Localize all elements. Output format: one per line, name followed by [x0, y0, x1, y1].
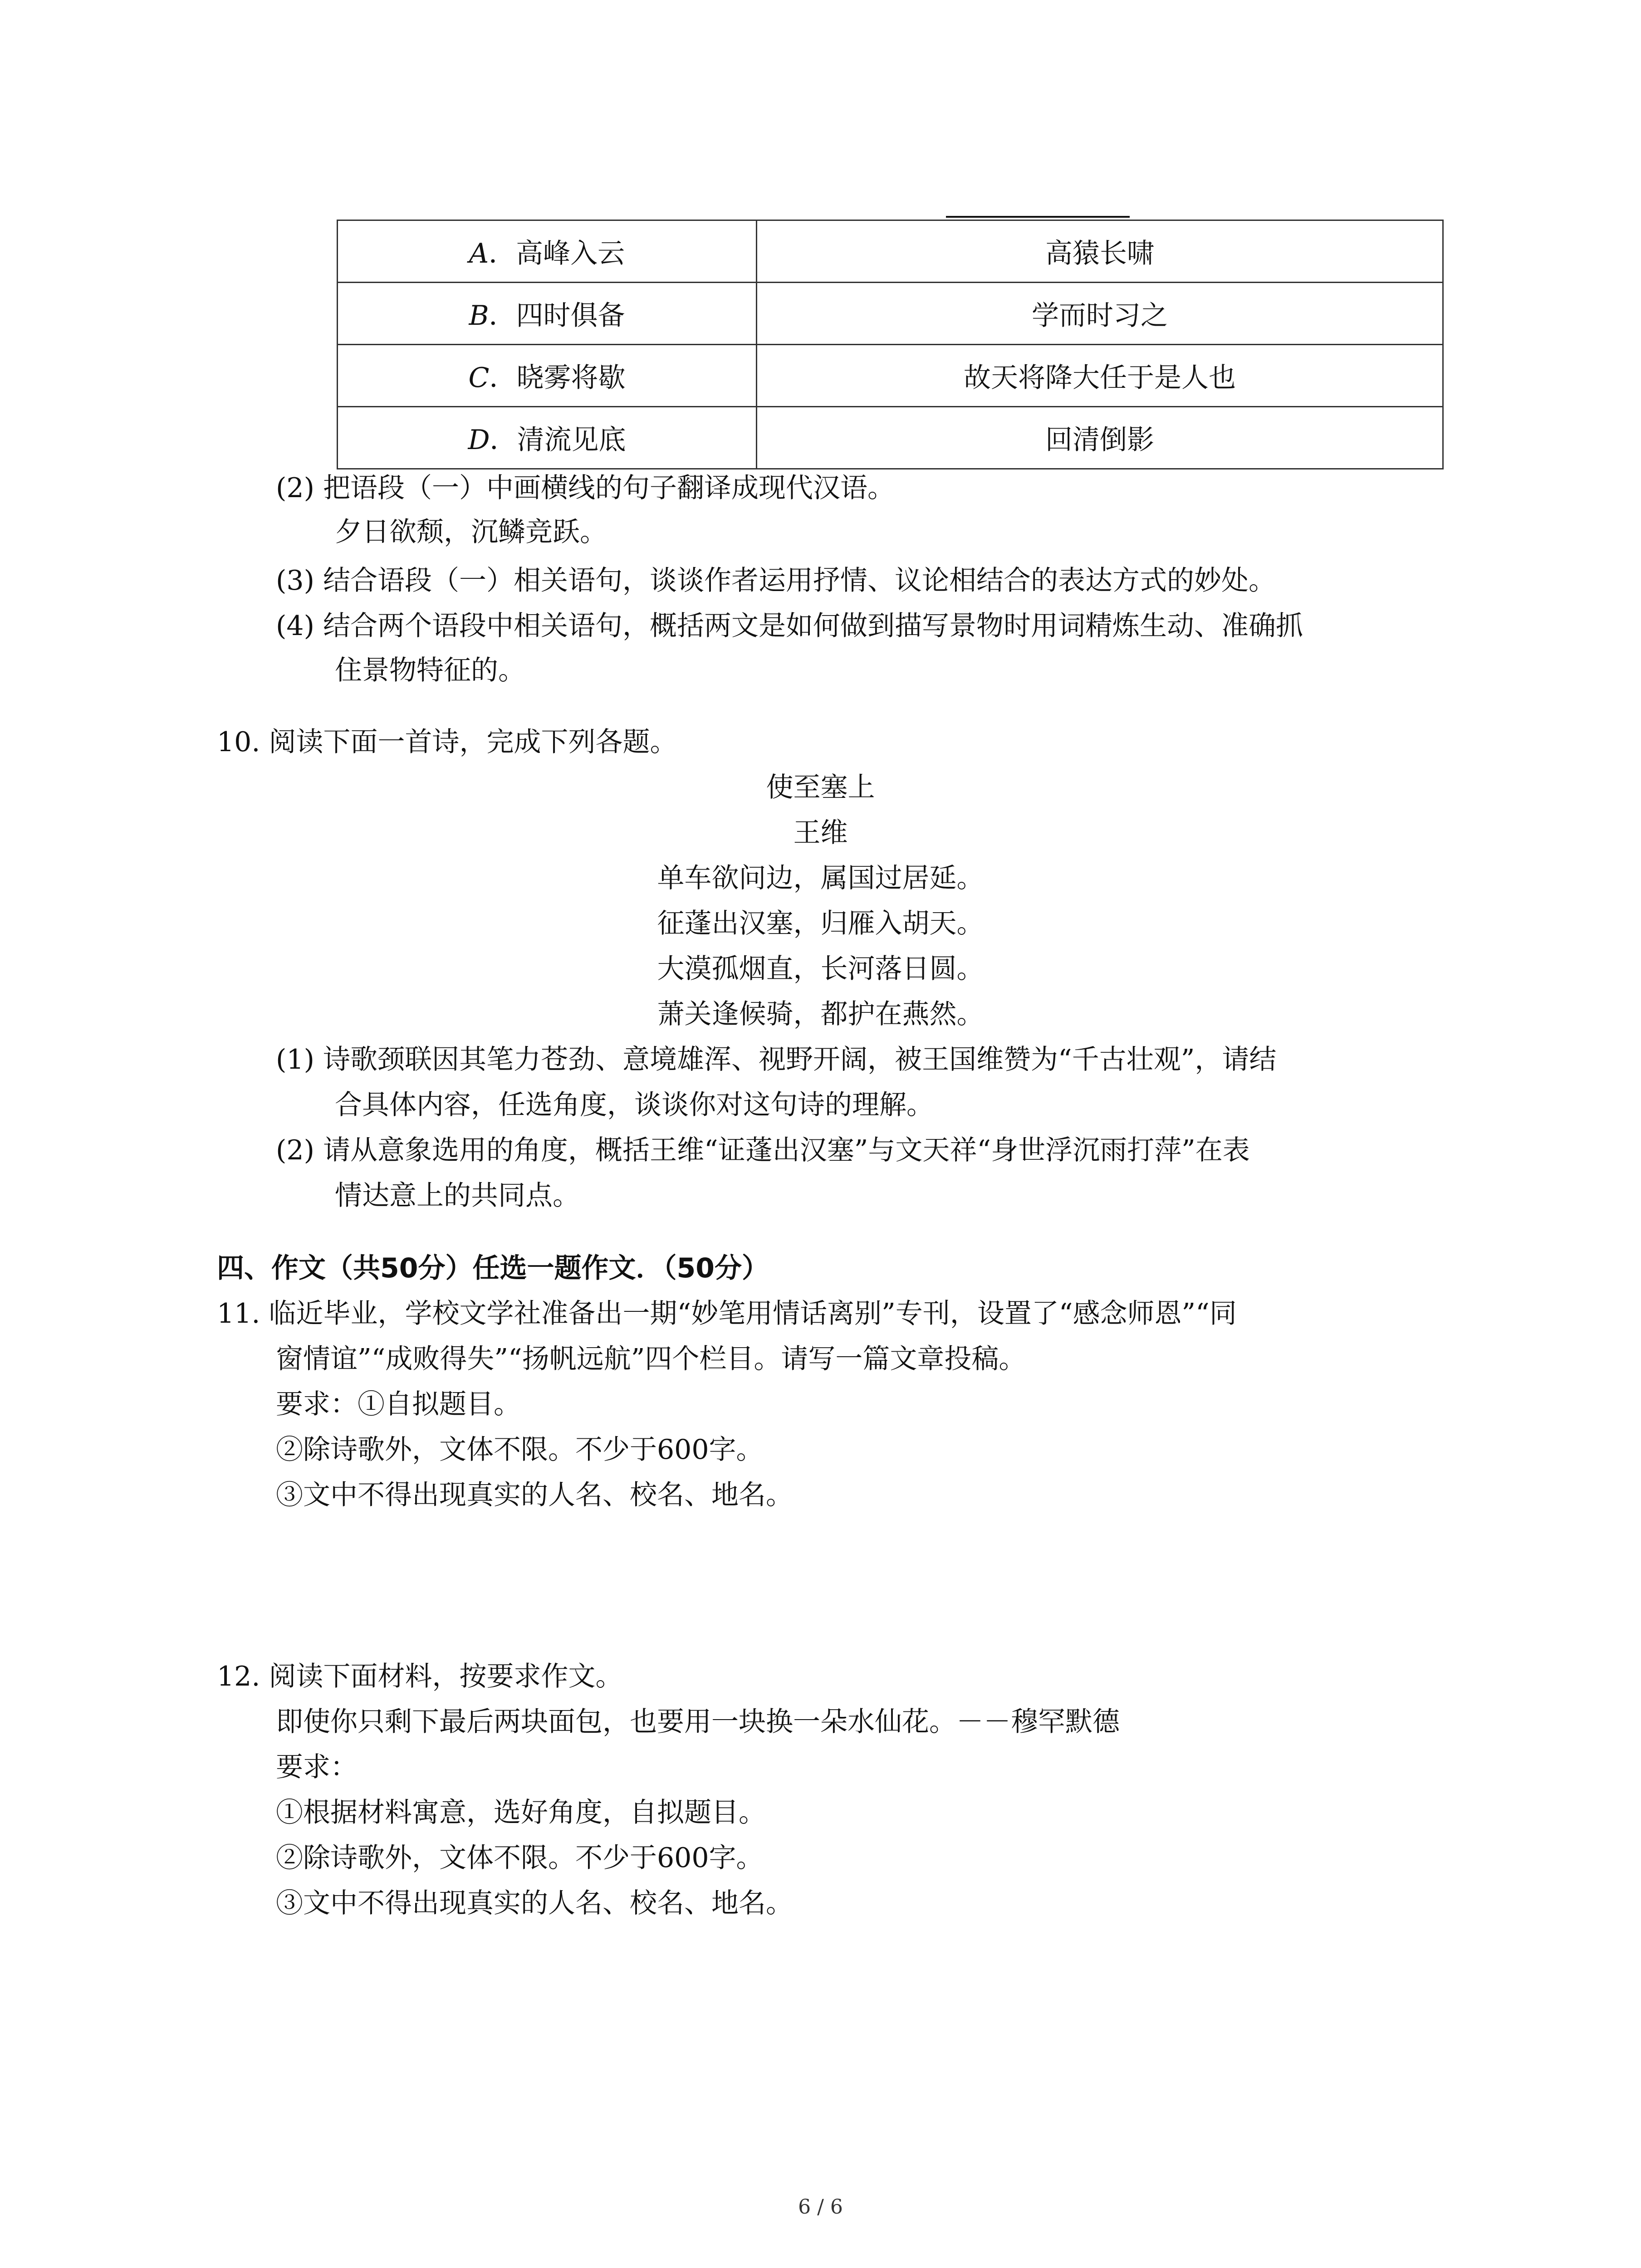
q10-sub2-line2: 情达意上的共同点。 — [335, 1180, 580, 1212]
q10-sub1-line2: 合具体内容，任选角度，谈谈你对这句诗的理解。 — [335, 1089, 934, 1121]
option-right: 故天将降大任于是人也 — [757, 345, 1443, 407]
q11-req1: 要求：①自拟题目。 — [276, 1388, 521, 1420]
table-row — [338, 407, 1443, 469]
q11-line1: 11. 临近毕业，学校文学社准备出一期“妙笔用情话离别”专刊，设置了“感念师恩”“同 — [217, 1298, 1237, 1330]
page-number: 6 / 6 — [798, 2195, 843, 2219]
q12-req1: ①根据材料寓意，选好角度，自拟题目。 — [276, 1797, 766, 1828]
q10-sub2-line1: (2) 请从意象选用的角度，概括王维“证蓬出汉塞”与文天祥“身世浮沉雨打萍”在表 — [276, 1134, 1250, 1166]
poem-title: 使至塞上 — [766, 772, 875, 803]
option-right: 高猿长啸 — [757, 220, 1443, 283]
q12-req2: ②除诗歌外，文体不限。不少于600字。 — [276, 1842, 764, 1874]
q11-req3: ③文中不得出现真实的人名、校名、地名。 — [276, 1479, 793, 1511]
option-letter: D — [468, 424, 490, 456]
q10-prompt: 10. 阅读下面一首诗，完成下列各题。 — [217, 726, 677, 758]
q12-line1: 12. 阅读下面材料，按要求作文。 — [217, 1661, 623, 1692]
option-right: 回清倒影 — [757, 407, 1443, 469]
option-left: ．晓雾将歇 — [489, 362, 626, 394]
q12-req-label: 要求： — [276, 1751, 358, 1783]
section-heading: 四、作文（共50分）任选一题作文．（50分） — [217, 1252, 769, 1284]
option-letter: B — [469, 300, 489, 332]
poem-line: 单车欲问边，属国过居延。 — [657, 862, 984, 894]
q12-req3: ③文中不得出现真实的人名、校名、地名。 — [276, 1887, 793, 1919]
underline-answer-blank — [946, 216, 1130, 218]
option-left: ．四时俱备 — [489, 300, 625, 332]
poem-author: 王维 — [793, 817, 848, 849]
q9-sub2: (2) 把语段（一）中画横线的句子翻译成现代汉语。 — [276, 472, 895, 504]
poem-line: 萧关逢候骑，都护在燕然。 — [657, 998, 984, 1030]
q9-sub4-line1: (4) 结合两个语段中相关语句，概括两文是如何做到描写景物时用词精炼生动、准确抓 — [276, 610, 1303, 642]
q11-req2: ②除诗歌外，文体不限。不少于600字。 — [276, 1434, 764, 1466]
table-row — [338, 283, 1443, 345]
poem-line: 大漠孤烟直，长河落日圆。 — [657, 953, 984, 985]
table-row — [338, 220, 1443, 283]
table-row — [338, 345, 1443, 407]
options-table — [337, 220, 1444, 469]
option-letter: C — [468, 362, 490, 394]
option-left: ．清流见底 — [490, 424, 626, 456]
q12-material: 即使你只剩下最后两块面包，也要用一块换一朵水仙花。－－穆罕默德 — [276, 1706, 1120, 1738]
poem-line: 征蓬出汉塞，归雁入胡天。 — [657, 908, 984, 939]
option-right: 学而时习之 — [757, 283, 1443, 345]
option-left: ．高峰入云 — [489, 238, 625, 269]
q9-sub3: (3) 结合语段（一）相关语句，谈谈作者运用抒情、议论相结合的表达方式的妙处。 — [276, 565, 1276, 596]
q10-sub1-line1: (1) 诗歌颈联因其笔力苍劲、意境雄浑、视野开阔，被王国维赞为“千古壮观”，请结 — [276, 1044, 1277, 1075]
q9-sub4-line2: 住景物特征的。 — [335, 655, 525, 686]
q11-line2: 窗情谊”“成败得失”“扬帆远航”四个栏目。请写一篇文章投稿。 — [276, 1343, 1026, 1375]
option-letter: A — [469, 238, 489, 269]
q9-sub2-sentence: 夕日欲颓，沉鳞竞跃。 — [335, 516, 607, 548]
